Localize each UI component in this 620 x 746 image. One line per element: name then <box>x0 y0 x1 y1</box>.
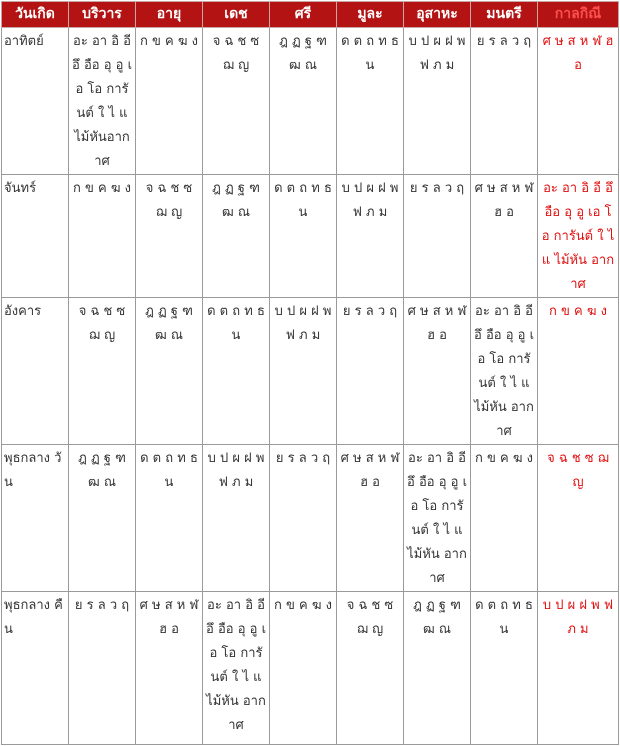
table-cell: ย ร ล ว ฤ <box>471 28 538 175</box>
table-cell: ศ ษ ส ห ฬ ฮ อ <box>404 298 471 445</box>
table-cell: ก ข ค ฆ ง <box>270 592 337 745</box>
table-cell: ฎ ฏ ฐ ฑ ฒ ณ <box>69 445 136 592</box>
table-cell: ด ต ถ ท ธ น <box>471 592 538 745</box>
table-cell: อะ อา อิ อี อึ อือ อุ อู เอ โอ การันต์ ใ ไ แ ไม้หัน อากาศ <box>203 592 270 745</box>
kalakini-cell: อะ อา อิ อี อึ อือ อุ อู เอ โอ การันต์ ใ ไ แ ไม้หัน อากาศ <box>538 175 619 298</box>
table-cell: ฎ ฏ ฐ ฑ ฒ ณ <box>404 592 471 745</box>
table-cell: บ ป ผ ฝ พ ฟ ภ ม <box>404 28 471 175</box>
kalakini-cell: ศ ษ ส ห ฬ ฮ อ <box>538 28 619 175</box>
day-cell: พุธกลาง คืน <box>2 592 69 745</box>
table-cell: ด ต ถ ท ธ น <box>337 28 404 175</box>
table-cell: ฎ ฏ ฐ ฑ ฒ ณ <box>203 175 270 298</box>
day-cell: อาทิตย์ <box>2 28 69 175</box>
table-cell: จ ฉ ช ซ ฌ ญ <box>203 28 270 175</box>
table-cell: อะ อา อิ อี อึ อือ อุ อู เอ โอ การันต์ ใ ไ แ ไม้หัน อากาศ <box>404 445 471 592</box>
table-cell: ศ ษ ส ห ฬ ฮ อ <box>471 175 538 298</box>
header-row <box>2 2 619 28</box>
table-cell: จ ฉ ช ซ ฌ ญ <box>337 592 404 745</box>
kalakini-cell: ก ข ค ฆ ง <box>538 298 619 445</box>
table-cell: จ ฉ ช ซ ฌ ญ <box>136 175 203 298</box>
table-cell: ฎ ฏ ฐ ฑ ฒ ณ <box>270 28 337 175</box>
table-cell: บ ป ผ ฝ พ ฟ ภ ม <box>337 175 404 298</box>
table-cell: ก ข ค ฆ ง <box>69 175 136 298</box>
table-cell: ย ร ล ว ฤ <box>404 175 471 298</box>
table-row <box>2 28 619 175</box>
table-cell: ด ต ถ ท ธ น <box>270 175 337 298</box>
table-cell: ก ข ค ฆ ง <box>136 28 203 175</box>
table-row <box>2 175 619 298</box>
header-kalakini: กาลกิณี <box>538 2 619 28</box>
header-ayu: อายุ <box>136 2 203 28</box>
table-cell: บ ป ผ ฝ พ ฟ ภ ม <box>270 298 337 445</box>
birthday-letter-table <box>1 1 619 745</box>
table-row <box>2 445 619 592</box>
header-boriwan: บริวาร <box>69 2 136 28</box>
table-cell: ศ ษ ส ห ฬ ฮ อ <box>136 592 203 745</box>
header-usaha: อุสาหะ <box>404 2 471 28</box>
header-det: เดช <box>203 2 270 28</box>
header-montri: มนตรี <box>471 2 538 28</box>
header-sri: ศรี <box>270 2 337 28</box>
header-birthday: วันเกิด <box>2 2 69 28</box>
table-cell: จ ฉ ช ซ ฌ ญ <box>69 298 136 445</box>
header-mula: มูละ <box>337 2 404 28</box>
table-cell: ด ต ถ ท ธ น <box>136 445 203 592</box>
table-cell: ย ร ล ว ฤ <box>69 592 136 745</box>
day-cell: จันทร์ <box>2 175 69 298</box>
table-cell: ศ ษ ส ห ฬ ฮ อ <box>337 445 404 592</box>
table-cell: บ ป ผ ฝ พ ฟ ภ ม <box>203 445 270 592</box>
kalakini-cell: จ ฉ ช ซ ฌ ญ <box>538 445 619 592</box>
table-row <box>2 298 619 445</box>
day-cell: อังคาร <box>2 298 69 445</box>
table-cell: อะ อา อิ อี อึ อือ อุ อู เอ โอ การันต์ ใ ไ แ ไม้หัน อากาศ <box>471 298 538 445</box>
table-cell: ฎ ฏ ฐ ฑ ฒ ณ <box>136 298 203 445</box>
kalakini-cell: บ ป ผ ฝ พ ฟ ภ ม <box>538 592 619 745</box>
table-cell: อะ อา อิ อี อึ อือ อุ อู เอ โอ การันต์ ใ ไ แ ไม้หันอากาศ <box>69 28 136 175</box>
table-cell: ด ต ถ ท ธ น <box>203 298 270 445</box>
table-row <box>2 592 619 745</box>
table-cell: ย ร ล ว ฤ <box>270 445 337 592</box>
day-cell: พุธกลาง วัน <box>2 445 69 592</box>
table-cell: ย ร ล ว ฤ <box>337 298 404 445</box>
table-cell: ก ข ค ฆ ง <box>471 445 538 592</box>
